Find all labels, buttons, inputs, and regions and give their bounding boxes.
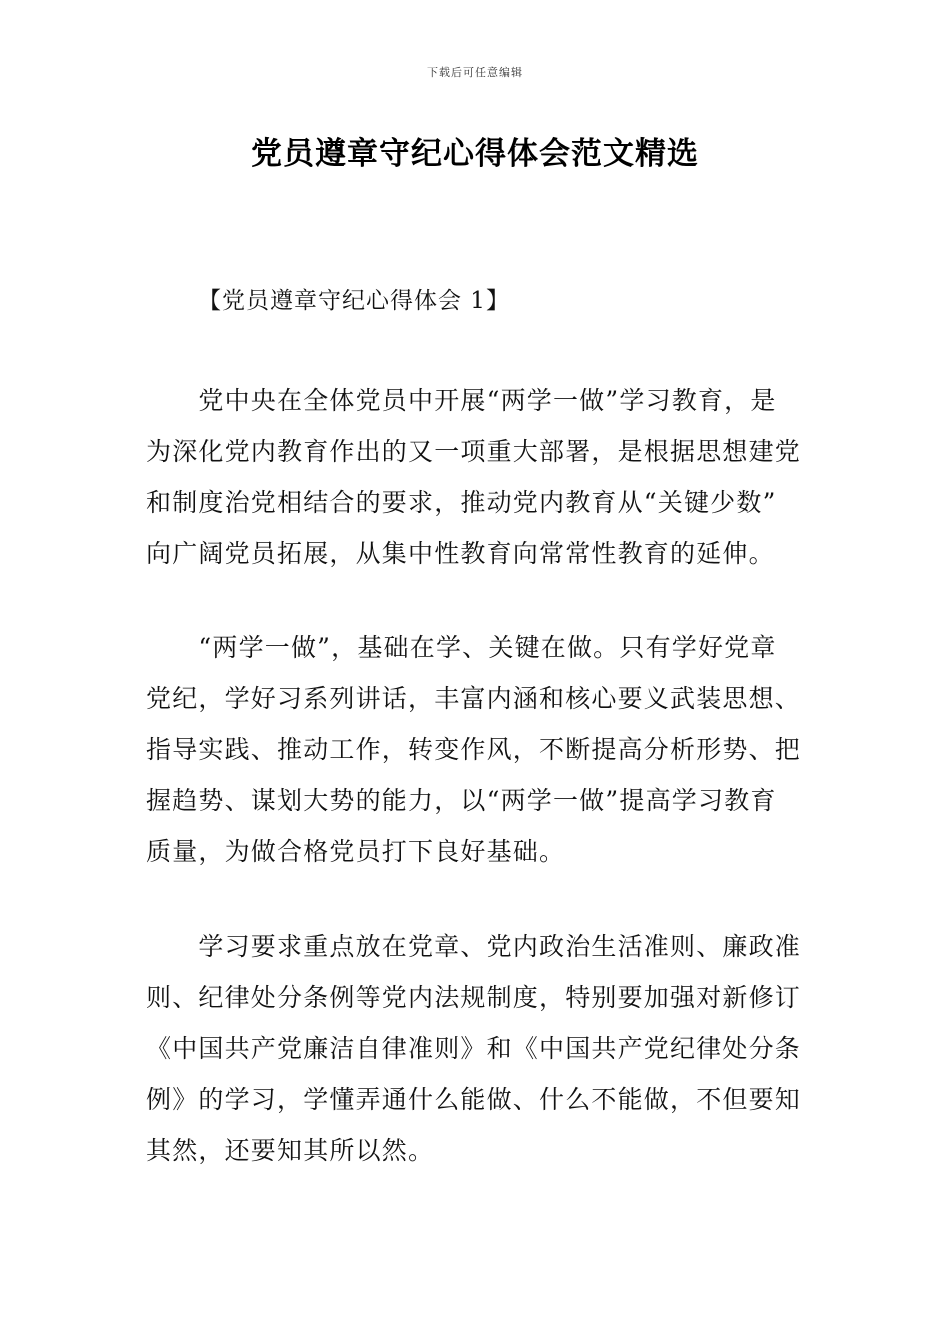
paragraph-line: 《中国共产党廉洁自律准则》和《中国共产党纪律处分条 bbox=[146, 1034, 802, 1063]
paragraph-line: 党中央在全体党员中开展“两学一做”学习教育，是 bbox=[146, 386, 777, 415]
paragraph-line: 其然，还要知其所以然。 bbox=[146, 1136, 435, 1165]
paragraph-2 bbox=[146, 622, 810, 877]
paragraph-1 bbox=[146, 375, 810, 579]
paragraph-line: 为深化党内教育作出的又一项重大部署，是根据思想建党 bbox=[146, 437, 802, 466]
paragraph-line: 和制度治党相结合的要求，推动党内教育从“关键少数” bbox=[146, 488, 777, 517]
paragraph-line: “两学一做”，基础在学、关键在做。只有学好党章 bbox=[146, 633, 777, 662]
page-title: 党员遵章守纪心得体会范文精选 bbox=[251, 136, 699, 172]
paragraph-line: 学习要求重点放在党章、党内政治生活准则、廉政准 bbox=[146, 932, 802, 961]
paragraph-line: 例》的学习，学懂弄通什么能做、什么不能做，不但要知 bbox=[146, 1085, 802, 1114]
section-heading: 【党员遵章守纪心得体会 1】 bbox=[198, 288, 510, 314]
header-note: 下载后可任意编辑 bbox=[427, 66, 523, 79]
paragraph-3 bbox=[146, 921, 810, 1176]
paragraph-line: 握趋势、谋划大势的能力，以“两学一做”提高学习教育 bbox=[146, 786, 777, 815]
paragraph-line: 质量，为做合格党员打下良好基础。 bbox=[146, 837, 566, 866]
paragraph-line: 则、纪律处分条例等党内法规制度，特别要加强对新修订 bbox=[146, 983, 802, 1012]
paragraph-line: 向广阔党员拓展，从集中性教育向常常性教育的延伸。 bbox=[146, 539, 775, 568]
paragraph-line: 指导实践、推动工作，转变作风，不断提高分析形势、把 bbox=[146, 735, 802, 764]
paragraph-line: 党纪，学好习系列讲话，丰富内涵和核心要义武装思想、 bbox=[146, 684, 802, 713]
